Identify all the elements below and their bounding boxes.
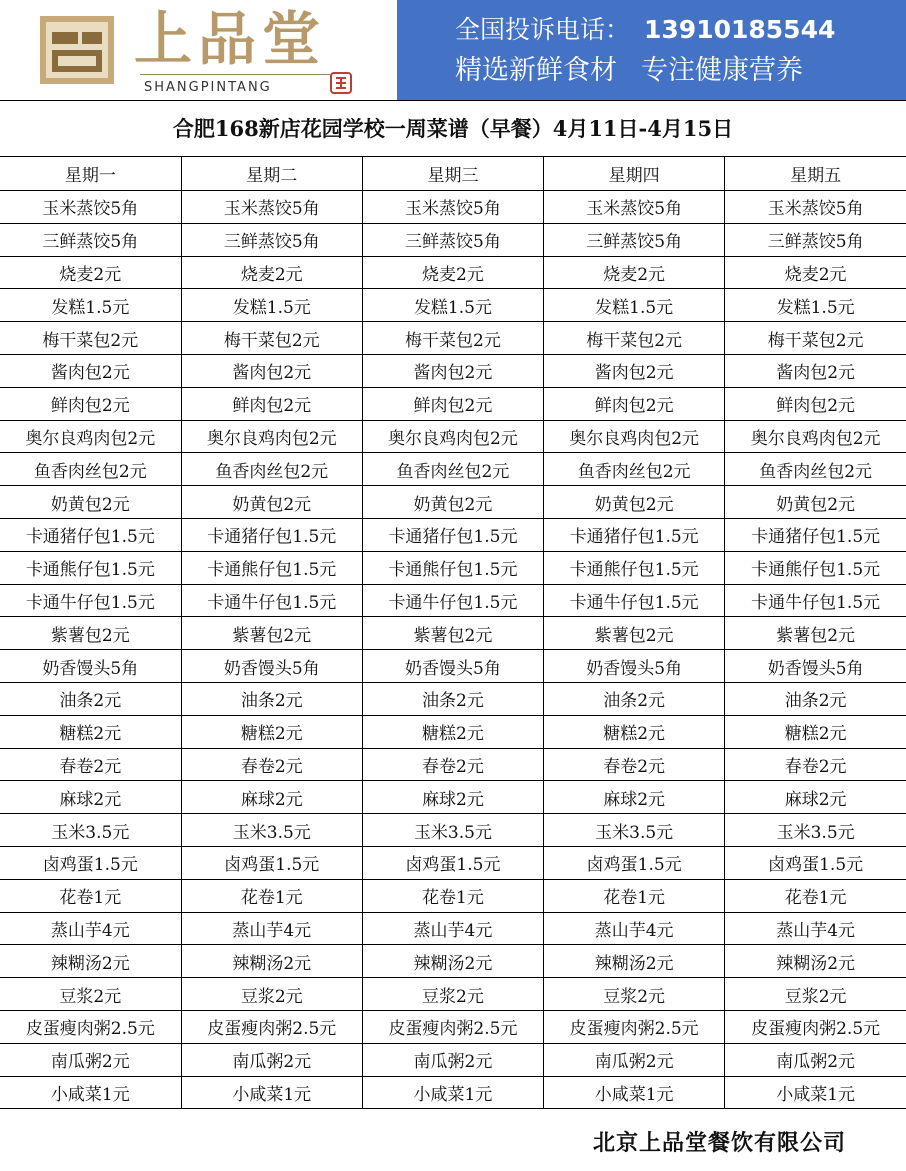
menu-item-cell: 卡通熊仔包1.5元 <box>0 551 181 584</box>
menu-item-cell: 烧麦2元 <box>181 256 362 289</box>
menu-item-cell: 蒸山芋4元 <box>181 912 362 945</box>
table-row <box>0 1010 906 1043</box>
menu-item-cell: 皮蛋瘦肉粥2.5元 <box>362 1010 543 1043</box>
menu-item-cell: 蒸山芋4元 <box>544 912 725 945</box>
menu-item-cell: 烧麦2元 <box>544 256 725 289</box>
menu-item-cell: 皮蛋瘦肉粥2.5元 <box>0 1010 181 1043</box>
table-row <box>0 846 906 879</box>
menu-item-cell: 卤鸡蛋1.5元 <box>181 846 362 879</box>
menu-item-cell: 奶黄包2元 <box>544 486 725 519</box>
menu-item-cell: 烧麦2元 <box>725 256 906 289</box>
menu-item-cell: 玉米3.5元 <box>181 814 362 847</box>
seal-icon <box>330 72 352 94</box>
table-row <box>0 879 906 912</box>
menu-item-cell: 辣糊汤2元 <box>362 945 543 978</box>
menu-item-cell: 花卷1元 <box>544 879 725 912</box>
table-row <box>0 223 906 256</box>
table-row <box>0 289 906 322</box>
day-header: 星期二 <box>181 157 362 191</box>
complaint-label: 全国投诉电话： <box>455 15 631 44</box>
menu-item-cell: 春卷2元 <box>362 748 543 781</box>
menu-item-cell: 奥尔良鸡肉包2元 <box>181 420 362 453</box>
menu-item-cell: 发糕1.5元 <box>181 289 362 322</box>
complaint-phone[interactable]: 13910185544 <box>644 15 836 44</box>
menu-item-cell: 三鲜蒸饺5角 <box>181 223 362 256</box>
menu-item-cell: 烧麦2元 <box>0 256 181 289</box>
day-header: 星期三 <box>362 157 543 191</box>
company-name: 北京上品堂餐饮有限公司 <box>592 1131 846 1156</box>
table-row <box>0 453 906 486</box>
menu-item-cell: 发糕1.5元 <box>362 289 543 322</box>
menu-item-cell: 三鲜蒸饺5角 <box>544 223 725 256</box>
menu-item-cell: 奶黄包2元 <box>725 486 906 519</box>
table-row <box>0 1076 906 1109</box>
table-row <box>0 1043 906 1076</box>
menu-item-cell: 糖糕2元 <box>362 715 543 748</box>
table-row <box>0 715 906 748</box>
menu-item-cell: 奶香馒头5角 <box>725 650 906 683</box>
menu-item-cell: 油条2元 <box>544 682 725 715</box>
menu-item-cell: 卡通熊仔包1.5元 <box>544 551 725 584</box>
menu-item-cell: 梅干菜包2元 <box>181 322 362 355</box>
table-row <box>0 912 906 945</box>
menu-item-cell: 发糕1.5元 <box>0 289 181 322</box>
menu-item-cell: 奶香馒头5角 <box>544 650 725 683</box>
menu-item-cell: 卡通熊仔包1.5元 <box>181 551 362 584</box>
menu-item-cell: 皮蛋瘦肉粥2.5元 <box>544 1010 725 1043</box>
header-row <box>0 157 906 191</box>
menu-item-cell: 卡通熊仔包1.5元 <box>725 551 906 584</box>
table-row <box>0 945 906 978</box>
menu-item-cell: 酱肉包2元 <box>544 354 725 387</box>
menu-item-cell: 卡通猪仔包1.5元 <box>362 518 543 551</box>
menu-item-cell: 玉米蒸饺5角 <box>725 191 906 224</box>
menu-item-cell: 酱肉包2元 <box>181 354 362 387</box>
menu-item-cell: 小咸菜1元 <box>725 1076 906 1109</box>
logo <box>0 0 397 100</box>
menu-item-cell: 南瓜粥2元 <box>544 1043 725 1076</box>
table-row <box>0 682 906 715</box>
menu-item-cell: 糖糕2元 <box>544 715 725 748</box>
menu-item-cell: 玉米蒸饺5角 <box>181 191 362 224</box>
menu-item-cell: 南瓜粥2元 <box>362 1043 543 1076</box>
menu-item-cell: 豆浆2元 <box>725 978 906 1011</box>
menu-item-cell: 卡通牛仔包1.5元 <box>544 584 725 617</box>
menu-item-cell: 鱼香肉丝包2元 <box>725 453 906 486</box>
menu-item-cell: 奥尔良鸡肉包2元 <box>544 420 725 453</box>
menu-item-cell: 辣糊汤2元 <box>544 945 725 978</box>
menu-item-cell: 辣糊汤2元 <box>0 945 181 978</box>
table-row <box>0 486 906 519</box>
menu-item-cell: 梅干菜包2元 <box>725 322 906 355</box>
menu-item-cell: 南瓜粥2元 <box>725 1043 906 1076</box>
menu-item-cell: 卡通猪仔包1.5元 <box>0 518 181 551</box>
menu-item-cell: 玉米蒸饺5角 <box>362 191 543 224</box>
menu-item-cell: 玉米3.5元 <box>725 814 906 847</box>
slogan-1: 精选新鲜食材 <box>455 55 617 86</box>
menu-item-cell: 糖糕2元 <box>725 715 906 748</box>
menu-item-cell: 南瓜粥2元 <box>181 1043 362 1076</box>
menu-item-cell: 南瓜粥2元 <box>0 1043 181 1076</box>
menu-item-cell: 鱼香肉丝包2元 <box>0 453 181 486</box>
menu-item-cell: 麻球2元 <box>725 781 906 814</box>
menu-item-cell: 紫薯包2元 <box>362 617 543 650</box>
header <box>0 0 906 100</box>
menu-item-cell: 玉米3.5元 <box>544 814 725 847</box>
menu-item-cell: 鲜肉包2元 <box>0 387 181 420</box>
menu-item-cell: 卡通猪仔包1.5元 <box>544 518 725 551</box>
menu-item-cell: 奶香馒头5角 <box>181 650 362 683</box>
menu-item-cell: 春卷2元 <box>0 748 181 781</box>
menu-item-cell: 奶香馒头5角 <box>0 650 181 683</box>
menu-item-cell: 梅干菜包2元 <box>362 322 543 355</box>
menu-item-cell: 紫薯包2元 <box>725 617 906 650</box>
menu-item-cell: 鱼香肉丝包2元 <box>181 453 362 486</box>
menu-item-cell: 奥尔良鸡肉包2元 <box>0 420 181 453</box>
table-row <box>0 978 906 1011</box>
menu-item-cell: 豆浆2元 <box>544 978 725 1011</box>
table-row <box>0 518 906 551</box>
menu-item-cell: 紫薯包2元 <box>544 617 725 650</box>
menu-item-cell: 豆浆2元 <box>0 978 181 1011</box>
menu-item-cell: 玉米蒸饺5角 <box>544 191 725 224</box>
menu-item-cell: 三鲜蒸饺5角 <box>362 223 543 256</box>
menu-item-cell: 酱肉包2元 <box>725 354 906 387</box>
menu-item-cell: 花卷1元 <box>362 879 543 912</box>
menu-item-cell: 发糕1.5元 <box>725 289 906 322</box>
table-row <box>0 420 906 453</box>
table-row <box>0 748 906 781</box>
logo-divider <box>140 74 330 75</box>
table-row <box>0 322 906 355</box>
menu-item-cell: 酱肉包2元 <box>0 354 181 387</box>
menu-item-cell: 小咸菜1元 <box>0 1076 181 1109</box>
logo-subtext: SHANGPINTANG <box>144 80 272 95</box>
menu-item-cell: 辣糊汤2元 <box>181 945 362 978</box>
menu-item-cell: 春卷2元 <box>181 748 362 781</box>
logo-text: 上品堂 <box>134 5 327 73</box>
menu-item-cell: 梅干菜包2元 <box>544 322 725 355</box>
menu-item-cell: 蒸山芋4元 <box>362 912 543 945</box>
menu-item-cell: 辣糊汤2元 <box>725 945 906 978</box>
slogan-line <box>455 48 803 87</box>
contact-banner <box>397 0 906 100</box>
menu-item-cell: 酱肉包2元 <box>362 354 543 387</box>
menu-item-cell: 豆浆2元 <box>181 978 362 1011</box>
table-row <box>0 191 906 224</box>
menu-item-cell: 油条2元 <box>0 682 181 715</box>
menu-item-cell: 卡通熊仔包1.5元 <box>362 551 543 584</box>
menu-item-cell: 三鲜蒸饺5角 <box>0 223 181 256</box>
menu-item-cell: 卤鸡蛋1.5元 <box>544 846 725 879</box>
menu-item-cell: 小咸菜1元 <box>181 1076 362 1109</box>
table-row <box>0 354 906 387</box>
menu-item-cell: 鱼香肉丝包2元 <box>362 453 543 486</box>
table-row <box>0 650 906 683</box>
menu-item-cell: 鱼香肉丝包2元 <box>544 453 725 486</box>
logo-emblem-icon <box>38 14 116 86</box>
menu-item-cell: 小咸菜1元 <box>544 1076 725 1109</box>
menu-item-cell: 鲜肉包2元 <box>181 387 362 420</box>
menu-item-cell: 油条2元 <box>362 682 543 715</box>
menu-item-cell: 玉米3.5元 <box>0 814 181 847</box>
menu-item-cell: 鲜肉包2元 <box>544 387 725 420</box>
menu-item-cell: 卤鸡蛋1.5元 <box>725 846 906 879</box>
table-row <box>0 551 906 584</box>
menu-item-cell: 油条2元 <box>725 682 906 715</box>
table-row <box>0 256 906 289</box>
menu-item-cell: 玉米蒸饺5角 <box>0 191 181 224</box>
menu-body <box>0 191 906 1109</box>
menu-item-cell: 油条2元 <box>181 682 362 715</box>
menu-item-cell: 发糕1.5元 <box>544 289 725 322</box>
menu-item-cell: 花卷1元 <box>181 879 362 912</box>
menu-item-cell: 奥尔良鸡肉包2元 <box>362 420 543 453</box>
menu-item-cell: 奶黄包2元 <box>0 486 181 519</box>
table-row <box>0 781 906 814</box>
menu-item-cell: 麻球2元 <box>181 781 362 814</box>
menu-item-cell: 卡通猪仔包1.5元 <box>725 518 906 551</box>
menu-item-cell: 糖糕2元 <box>0 715 181 748</box>
menu-item-cell: 三鲜蒸饺5角 <box>725 223 906 256</box>
menu-item-cell: 麻球2元 <box>0 781 181 814</box>
menu-item-cell: 花卷1元 <box>0 879 181 912</box>
menu-item-cell: 鲜肉包2元 <box>362 387 543 420</box>
table-row <box>0 584 906 617</box>
menu-item-cell: 小咸菜1元 <box>362 1076 543 1109</box>
table-row <box>0 387 906 420</box>
menu-item-cell: 烧麦2元 <box>362 256 543 289</box>
menu-item-cell: 奥尔良鸡肉包2元 <box>725 420 906 453</box>
menu-item-cell: 糖糕2元 <box>181 715 362 748</box>
menu-item-cell: 鲜肉包2元 <box>725 387 906 420</box>
page-title: 合肥168新店花园学校一周菜谱（早餐）4月11日-4月15日 <box>0 100 906 157</box>
menu-item-cell: 紫薯包2元 <box>0 617 181 650</box>
table-row <box>0 814 906 847</box>
menu-item-cell: 皮蛋瘦肉粥2.5元 <box>725 1010 906 1043</box>
menu-item-cell: 卡通牛仔包1.5元 <box>0 584 181 617</box>
menu-item-cell: 梅干菜包2元 <box>0 322 181 355</box>
menu-item-cell: 蒸山芋4元 <box>0 912 181 945</box>
menu-item-cell: 奶黄包2元 <box>362 486 543 519</box>
menu-item-cell: 蒸山芋4元 <box>725 912 906 945</box>
menu-item-cell: 麻球2元 <box>544 781 725 814</box>
day-header: 星期四 <box>544 157 725 191</box>
day-header: 星期一 <box>0 157 181 191</box>
menu-item-cell: 卡通猪仔包1.5元 <box>181 518 362 551</box>
menu-item-cell: 玉米3.5元 <box>362 814 543 847</box>
menu-item-cell: 卤鸡蛋1.5元 <box>362 846 543 879</box>
menu-item-cell: 奶黄包2元 <box>181 486 362 519</box>
day-header: 星期五 <box>725 157 906 191</box>
menu-item-cell: 花卷1元 <box>725 879 906 912</box>
menu-item-cell: 卡通牛仔包1.5元 <box>725 584 906 617</box>
menu-item-cell: 豆浆2元 <box>362 978 543 1011</box>
menu-item-cell: 卤鸡蛋1.5元 <box>0 846 181 879</box>
menu-item-cell: 麻球2元 <box>362 781 543 814</box>
complaint-line <box>455 10 835 46</box>
table-row <box>0 617 906 650</box>
menu-table <box>0 156 906 1109</box>
menu-item-cell: 奶香馒头5角 <box>362 650 543 683</box>
menu-item-cell: 卡通牛仔包1.5元 <box>181 584 362 617</box>
menu-item-cell: 皮蛋瘦肉粥2.5元 <box>181 1010 362 1043</box>
menu-item-cell: 紫薯包2元 <box>181 617 362 650</box>
slogan-2: 专注健康营养 <box>641 55 803 86</box>
menu-item-cell: 春卷2元 <box>544 748 725 781</box>
menu-item-cell: 春卷2元 <box>725 748 906 781</box>
menu-item-cell: 卡通牛仔包1.5元 <box>362 584 543 617</box>
